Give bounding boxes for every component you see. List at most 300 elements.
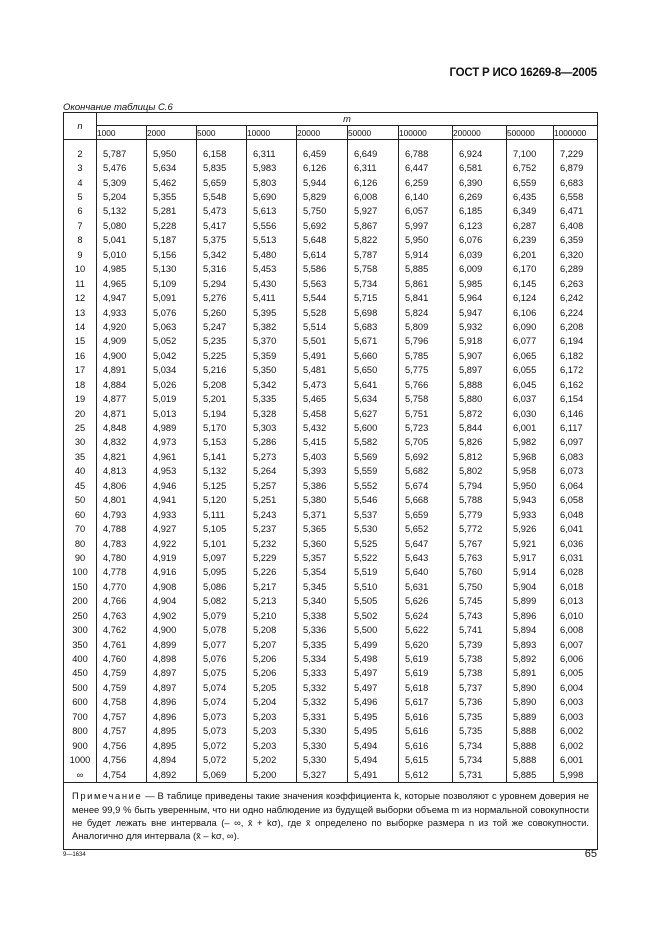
table-cell: 6,097: [554, 436, 598, 450]
table-cell: 5,723: [399, 421, 453, 435]
column-header: 100000: [399, 126, 453, 140]
table-cell: 4,897: [147, 681, 197, 695]
table-cell: 5,076: [197, 652, 247, 666]
table-cell: 5,618: [399, 681, 453, 695]
table-cell: 5,614: [297, 248, 348, 262]
table-cell: 5,354: [297, 566, 348, 580]
table-cell: 5,237: [247, 522, 297, 536]
table-cell: 5,226: [247, 566, 297, 580]
table-row: [64, 465, 598, 479]
table-cell: 5,260: [197, 306, 247, 320]
table-cell: 5,600: [348, 421, 399, 435]
table-cell: 5,380: [297, 494, 348, 508]
table-cell: 5,772: [453, 522, 507, 536]
table-cell: 5,330: [297, 753, 348, 767]
table-row: [64, 595, 598, 609]
table-cell: 5,660: [348, 349, 399, 363]
table-cell: 5,213: [247, 595, 297, 609]
table-cell: 5,111: [197, 508, 247, 522]
table-cell: 5,228: [147, 219, 197, 233]
table-cell: 4,806: [97, 479, 147, 493]
table-cell: 6,123: [453, 219, 507, 233]
row-n-value: 5: [64, 190, 97, 204]
table-cell: 5,294: [197, 277, 247, 291]
table-cell: 5,207: [247, 638, 297, 652]
table-cell: 5,809: [399, 320, 453, 334]
table-row: [64, 623, 598, 637]
column-header: 5000: [197, 126, 247, 140]
table-cell: 6,030: [507, 407, 554, 421]
table-row: [64, 306, 598, 320]
table-cell: 5,892: [507, 652, 554, 666]
table-cell: 6,058: [554, 494, 598, 508]
table-caption: Окончание таблицы С.6: [63, 102, 173, 113]
table-cell: 5,659: [399, 508, 453, 522]
table-cell: 6,558: [554, 190, 598, 204]
table-cell: 4,909: [97, 335, 147, 349]
table-row: [64, 436, 598, 450]
table-cell: 6,036: [554, 537, 598, 551]
table-cell: 5,316: [197, 263, 247, 277]
table-cell: 5,072: [197, 753, 247, 767]
table-cell: 5,497: [348, 681, 399, 695]
note-text: — В таблице приведены такие значения коэффициента k, которые позволяют с уровнем доверия не менее 99,9 % быть уверенным, что ни одно наблюдение из будущей выборки объема m из нормальной совокупности не будет лежать вне интервала (– ∞, x̄ + kσ), где x̄ определено по выборке размера n из той же совокупности. Аналогично для интервала (x̄ – kσ, ∞).: [72, 790, 589, 842]
table-cell: 5,682: [399, 465, 453, 479]
table-cell: 5,330: [297, 739, 348, 753]
table-cell: 6,390: [453, 176, 507, 190]
table-cell: 6,001: [507, 421, 554, 435]
table-cell: 4,896: [147, 696, 197, 710]
table-cell: 5,078: [197, 623, 247, 637]
table-cell: 5,453: [247, 263, 297, 277]
table-cell: 5,411: [247, 291, 297, 305]
table-row: [64, 161, 598, 175]
table-cell: 5,327: [297, 768, 348, 783]
table-cell: 5,132: [197, 465, 247, 479]
table-cell: 5,273: [247, 450, 297, 464]
table-cell: 6,007: [554, 638, 598, 652]
table-cell: 4,762: [97, 623, 147, 637]
row-n-value: 7: [64, 219, 97, 233]
table-cell: 5,153: [197, 436, 247, 450]
table-cell: 5,336: [297, 623, 348, 637]
table-cell: 5,619: [399, 652, 453, 666]
table-cell: 5,763: [453, 551, 507, 565]
table-cell: 5,735: [453, 725, 507, 739]
table-cell: 6,002: [554, 739, 598, 753]
table-row: [64, 234, 598, 248]
table-cell: 5,888: [507, 753, 554, 767]
table-cell: 4,821: [97, 450, 147, 464]
table-cell: 5,683: [348, 320, 399, 334]
table-cell: 5,760: [453, 566, 507, 580]
table-cell: 5,330: [297, 725, 348, 739]
table-cell: 5,932: [453, 320, 507, 334]
table-cell: 6,039: [453, 248, 507, 262]
table-note: [64, 783, 598, 850]
table-cell: 5,674: [399, 479, 453, 493]
row-header-n: n: [64, 113, 97, 140]
table-cell: 5,750: [297, 205, 348, 219]
table-cell: 5,998: [554, 768, 598, 783]
table-row: [64, 696, 598, 710]
table-cell: 5,698: [348, 306, 399, 320]
table-cell: 6,154: [554, 392, 598, 406]
table-cell: 5,156: [147, 248, 197, 262]
table-cell: 5,943: [507, 494, 554, 508]
table-row: [64, 421, 598, 435]
row-n-value: 6: [64, 205, 97, 219]
table-cell: 4,904: [147, 595, 197, 609]
table-cell: 5,751: [399, 407, 453, 421]
table-cell: 5,194: [197, 407, 247, 421]
table-cell: 6,041: [554, 522, 598, 536]
table-row: [64, 710, 598, 724]
table-cell: 6,242: [554, 291, 598, 305]
table-cell: 5,997: [399, 219, 453, 233]
standard-designation: ГОСТ Р ИСО 16269-8—2005: [449, 67, 597, 79]
table-cell: 5,985: [453, 277, 507, 291]
table-cell: 4,895: [147, 739, 197, 753]
table-cell: 5,736: [453, 696, 507, 710]
table-cell: 5,458: [297, 407, 348, 421]
table-cell: 5,074: [197, 696, 247, 710]
table-cell: 5,481: [297, 364, 348, 378]
table-cell: 6,172: [554, 364, 598, 378]
row-n-value: 700: [64, 710, 97, 724]
table-cell: 6,076: [453, 234, 507, 248]
table-cell: 6,269: [453, 190, 507, 204]
table-cell: 5,243: [247, 508, 297, 522]
table-cell: 5,217: [247, 580, 297, 594]
table-cell: 5,616: [399, 710, 453, 724]
table-cell: 5,086: [197, 580, 247, 594]
table-cell: 5,075: [197, 667, 247, 681]
table-cell: 5,958: [507, 465, 554, 479]
table-cell: 5,497: [348, 667, 399, 681]
table-cell: 5,737: [453, 681, 507, 695]
table-cell: 6,649: [348, 147, 399, 161]
table-cell: 6,447: [399, 161, 453, 175]
table-cell: 5,619: [399, 667, 453, 681]
table-cell: 4,916: [147, 566, 197, 580]
table-cell: 5,170: [197, 421, 247, 435]
table-cell: 6,010: [554, 609, 598, 623]
table-cell: 5,333: [297, 667, 348, 681]
table-cell: 5,010: [97, 248, 147, 262]
table-cell: 4,920: [97, 320, 147, 334]
row-n-value: 20: [64, 407, 97, 421]
table-cell: 5,203: [247, 739, 297, 753]
table-cell: 5,519: [348, 566, 399, 580]
table-cell: 4,871: [97, 407, 147, 421]
table-cell: 5,758: [348, 263, 399, 277]
table-cell: 5,355: [147, 190, 197, 204]
row-n-value: 9: [64, 248, 97, 262]
table-row: [64, 291, 598, 305]
column-header: 10000: [247, 126, 297, 140]
table-cell: 5,622: [399, 623, 453, 637]
table-cell: 5,888: [507, 725, 554, 739]
table-cell: 5,494: [348, 753, 399, 767]
table-cell: 5,634: [348, 392, 399, 406]
table-cell: 5,350: [247, 364, 297, 378]
table-cell: 6,182: [554, 349, 598, 363]
table-cell: 5,650: [348, 364, 399, 378]
table-cell: 5,829: [297, 190, 348, 204]
table-cell: 6,008: [554, 623, 598, 637]
table-cell: 5,917: [507, 551, 554, 565]
page-number: 65: [584, 848, 597, 860]
table-cell: 4,989: [147, 421, 197, 435]
table-cell: 5,202: [247, 753, 297, 767]
table-cell: 5,914: [399, 248, 453, 262]
table-row: [64, 652, 598, 666]
column-header: 20000: [297, 126, 348, 140]
table-cell: 5,375: [197, 234, 247, 248]
table-cell: 6,005: [554, 667, 598, 681]
table-row: [64, 176, 598, 190]
row-n-value: 3: [64, 161, 97, 175]
table-cell: 4,941: [147, 494, 197, 508]
table-cell: 6,752: [507, 161, 554, 175]
table-cell: 5,914: [507, 566, 554, 580]
table-cell: 5,950: [147, 147, 197, 161]
table-cell: 4,761: [97, 638, 147, 652]
table-cell: 6,008: [348, 190, 399, 204]
table-cell: 4,896: [147, 710, 197, 724]
table-cell: 5,042: [147, 349, 197, 363]
table-cell: 6,077: [507, 335, 554, 349]
table-cell: 5,309: [97, 176, 147, 190]
row-n-value: 500: [64, 681, 97, 695]
table-cell: 4,766: [97, 595, 147, 609]
table-cell: 4,780: [97, 551, 147, 565]
table-cell: 5,496: [348, 696, 399, 710]
table-row: [64, 479, 598, 493]
table-cell: 5,812: [453, 450, 507, 464]
table-cell: 5,950: [507, 479, 554, 493]
table-cell: 5,640: [399, 566, 453, 580]
table-cell: 6,018: [554, 580, 598, 594]
table-cell: 5,556: [247, 219, 297, 233]
table-cell: 5,885: [507, 768, 554, 783]
table-cell: 4,801: [97, 494, 147, 508]
column-header: 50000: [348, 126, 399, 140]
column-header: 1000: [97, 126, 147, 140]
table-cell: 5,395: [247, 306, 297, 320]
table-cell: 6,045: [507, 378, 554, 392]
table-cell: 5,498: [348, 652, 399, 666]
table-cell: 6,224: [554, 306, 598, 320]
row-n-value: 35: [64, 450, 97, 464]
table-cell: 5,357: [297, 551, 348, 565]
table-cell: 4,927: [147, 522, 197, 536]
table-cell: 5,200: [247, 768, 297, 783]
table-cell: 4,933: [147, 508, 197, 522]
table-cell: 5,616: [399, 725, 453, 739]
table-cell: 5,890: [507, 696, 554, 710]
table-cell: 5,342: [197, 248, 247, 262]
table-cell: 6,064: [554, 479, 598, 493]
table-cell: 5,499: [348, 638, 399, 652]
table-cell: 5,210: [247, 609, 297, 623]
group-header-m: m: [97, 113, 598, 126]
table-cell: 6,162: [554, 378, 598, 392]
table-cell: 6,013: [554, 595, 598, 609]
table-cell: 5,612: [399, 768, 453, 783]
table-cell: 5,731: [453, 768, 507, 783]
table-cell: 5,794: [453, 479, 507, 493]
table-cell: 4,757: [97, 710, 147, 724]
table-cell: 5,141: [197, 450, 247, 464]
table-cell: 5,251: [247, 494, 297, 508]
table-cell: 5,890: [507, 681, 554, 695]
table-cell: 5,120: [197, 494, 247, 508]
table-cell: 5,371: [297, 508, 348, 522]
table-cell: 5,880: [453, 392, 507, 406]
table-cell: 6,057: [399, 205, 453, 219]
table-cell: 6,320: [554, 248, 598, 262]
table-cell: 5,648: [297, 234, 348, 248]
table-cell: 5,513: [247, 234, 297, 248]
column-header: 200000: [453, 126, 507, 140]
table-cell: 7,229: [554, 147, 598, 161]
table-cell: 4,793: [97, 508, 147, 522]
table-cell: 5,082: [197, 595, 247, 609]
table-cell: 5,544: [297, 291, 348, 305]
table-cell: 5,889: [507, 710, 554, 724]
table-cell: 5,659: [197, 176, 247, 190]
row-n-value: 12: [64, 291, 97, 305]
table-cell: 5,844: [453, 421, 507, 435]
table-cell: 5,052: [147, 335, 197, 349]
table-row: [64, 494, 598, 508]
table-cell: 5,276: [197, 291, 247, 305]
table-cell: 5,502: [348, 609, 399, 623]
table-cell: 5,867: [348, 219, 399, 233]
table-cell: 5,386: [297, 479, 348, 493]
table-cell: 5,204: [97, 190, 147, 204]
table-cell: 4,757: [97, 725, 147, 739]
row-n-value: 150: [64, 580, 97, 594]
table-cell: 4,759: [97, 681, 147, 695]
row-n-value: 30: [64, 436, 97, 450]
table-cell: 5,758: [399, 392, 453, 406]
table-cell: 5,370: [247, 335, 297, 349]
table-cell: 6,289: [554, 263, 598, 277]
table-cell: 5,546: [348, 494, 399, 508]
table-cell: 5,494: [348, 739, 399, 753]
table-cell: 5,885: [399, 263, 453, 277]
table-cell: 5,514: [297, 320, 348, 334]
table-cell: 6,028: [554, 566, 598, 580]
table-cell: 5,822: [348, 234, 399, 248]
table-cell: 5,208: [247, 623, 297, 637]
table-cell: 4,922: [147, 537, 197, 551]
table-cell: 5,741: [453, 623, 507, 637]
table-cell: 5,473: [297, 378, 348, 392]
table-cell: 5,328: [247, 407, 297, 421]
table-cell: 5,927: [348, 205, 399, 219]
table-cell: 5,235: [197, 335, 247, 349]
table-cell: 5,615: [399, 753, 453, 767]
row-n-value: 600: [64, 696, 97, 710]
table-cell: 4,756: [97, 753, 147, 767]
row-n-value: 25: [64, 421, 97, 435]
table-cell: 6,037: [507, 392, 554, 406]
table-cell: 5,365: [297, 522, 348, 536]
table-cell: 5,415: [297, 436, 348, 450]
table-cell: 5,921: [507, 537, 554, 551]
table-row: [64, 378, 598, 392]
table-cell: 5,738: [453, 667, 507, 681]
table-cell: 5,063: [147, 320, 197, 334]
table-row: [64, 248, 598, 262]
table-row: [64, 219, 598, 233]
table-cell: 4,894: [147, 753, 197, 767]
table-cell: 5,907: [453, 349, 507, 363]
table-cell: 4,756: [97, 739, 147, 753]
table-cell: 5,013: [147, 407, 197, 421]
table-cell: 5,964: [453, 291, 507, 305]
table-cell: 6,683: [554, 176, 598, 190]
table-cell: 6,208: [554, 320, 598, 334]
row-n-value: 450: [64, 667, 97, 681]
table-cell: 5,705: [399, 436, 453, 450]
table-cell: 5,480: [247, 248, 297, 262]
table-row: [64, 364, 598, 378]
row-n-value: 18: [64, 378, 97, 392]
row-n-value: 14: [64, 320, 97, 334]
table-row: [64, 609, 598, 623]
table-cell: 5,787: [97, 147, 147, 161]
table-cell: 5,982: [507, 436, 554, 450]
table-cell: 5,745: [453, 595, 507, 609]
table-cell: 6,073: [554, 465, 598, 479]
row-n-value: 19: [64, 392, 97, 406]
table-row: [64, 392, 598, 406]
table-cell: 5,563: [297, 277, 348, 291]
table-cell: 6,055: [507, 364, 554, 378]
table-cell: 5,530: [348, 522, 399, 536]
table-cell: 5,432: [297, 421, 348, 435]
table-cell: 5,345: [297, 580, 348, 594]
table-cell: 6,048: [554, 508, 598, 522]
table-cell: 6,311: [348, 161, 399, 175]
row-n-value: 17: [64, 364, 97, 378]
table-cell: 5,668: [399, 494, 453, 508]
table-row: [64, 335, 598, 349]
row-n-value: 1000: [64, 753, 97, 767]
table-cell: 6,003: [554, 710, 598, 724]
table-cell: 4,760: [97, 652, 147, 666]
table-cell: 5,026: [147, 378, 197, 392]
row-n-value: 11: [64, 277, 97, 291]
table-cell: 5,203: [247, 725, 297, 739]
column-header: 1000000: [554, 126, 598, 140]
table-cell: 5,944: [297, 176, 348, 190]
table-cell: 5,861: [399, 277, 453, 291]
table-cell: 5,476: [97, 161, 147, 175]
table-cell: 5,775: [399, 364, 453, 378]
table-cell: 5,069: [197, 768, 247, 783]
table-cell: 5,073: [197, 725, 247, 739]
table-cell: 5,569: [348, 450, 399, 464]
table-cell: 6,185: [453, 205, 507, 219]
table-cell: 4,892: [147, 768, 197, 783]
table-cell: 6,879: [554, 161, 598, 175]
